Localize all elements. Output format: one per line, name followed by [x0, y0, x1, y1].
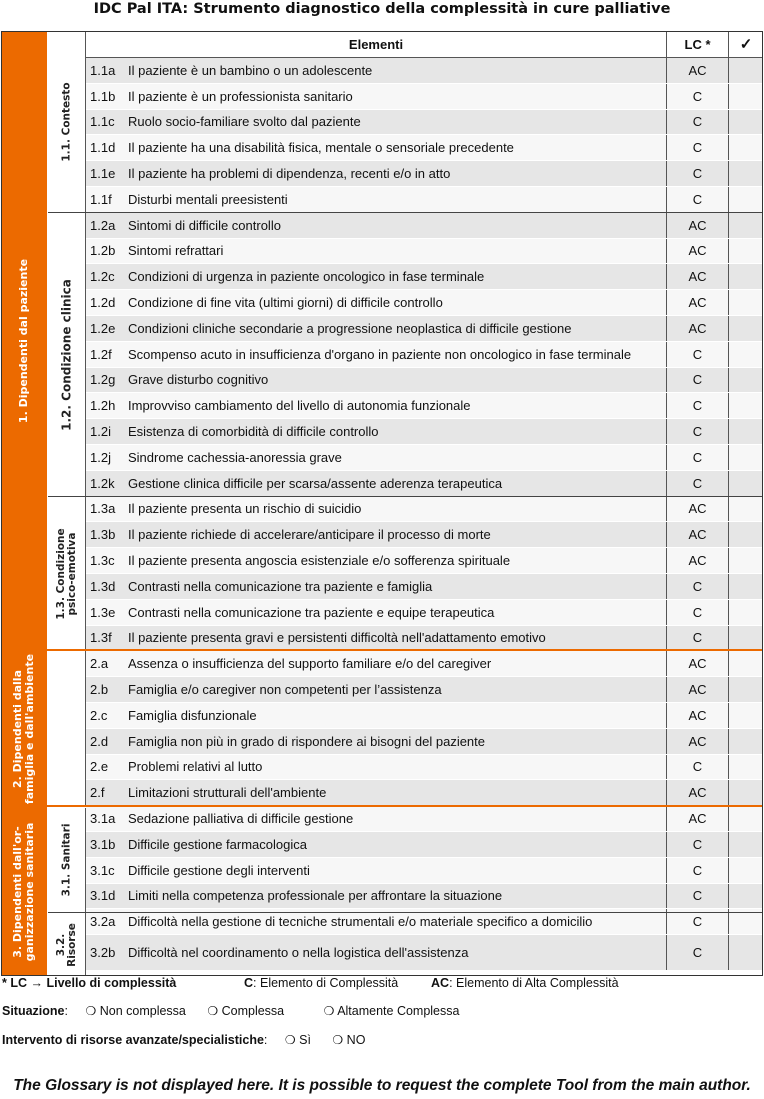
row-checkbox[interactable]	[729, 626, 763, 651]
row-code: 3.2b	[90, 945, 116, 961]
row-checkbox[interactable]	[729, 677, 763, 702]
row-checkbox[interactable]	[729, 522, 763, 547]
table-row	[86, 884, 763, 910]
row-code: 1.3d	[90, 578, 116, 594]
table-row	[86, 626, 763, 652]
row-code: 1.2f	[90, 346, 112, 362]
subsection-3-2-label-line1: 3.2.	[54, 933, 67, 956]
row-lc-value: C	[667, 110, 729, 135]
row-element-text: Grave disturbo cognitivo	[128, 368, 667, 393]
row-element-text: Gestione clinica difficile per scarsa/assente aderenza terapeutica	[128, 471, 667, 496]
row-checkbox[interactable]	[729, 574, 763, 599]
table-row	[86, 755, 763, 781]
subsection-3-1	[48, 808, 86, 912]
separator-1-2	[48, 496, 763, 497]
row-checkbox[interactable]	[729, 806, 763, 831]
row-checkbox[interactable]	[729, 110, 763, 135]
row-element-text: Il paziente è un bambino o un adolescente	[128, 58, 667, 83]
row-element-text: Il paziente ha una disabilità fisica, mentale o sensoriale precedente	[128, 135, 667, 160]
row-checkbox[interactable]	[729, 832, 763, 857]
row-element-text: Il paziente presenta un rischio di suicidio	[128, 497, 667, 522]
subsection-3-1-label: 3.1. Sanitari	[60, 823, 72, 897]
row-lc-value: C	[667, 935, 729, 970]
subsection-1-3-label	[56, 528, 78, 619]
intervention-option-si[interactable]	[285, 1033, 311, 1047]
row-element-text: Difficoltà nel coordinamento o nella logistica dell'assistenza	[128, 935, 667, 970]
intervention-line: Intervento di risorse avanzate/specialistiche: ❍ Sì ❍ NO	[2, 1033, 366, 1047]
row-lc-value: AC	[667, 729, 729, 754]
radio-icon: ❍	[323, 1004, 335, 1018]
situation-label: Situazione	[2, 1004, 65, 1018]
legend-ac	[431, 976, 619, 990]
table-row	[86, 84, 763, 110]
row-code: 1.1d	[90, 140, 116, 156]
subsection-1-3-label-line1: 1.3. Condizione	[54, 528, 67, 620]
row-code: 1.3f	[90, 630, 112, 646]
subsection-1-2	[48, 213, 86, 497]
radio-icon: ❍	[207, 1004, 219, 1018]
row-lc-value: AC	[667, 213, 729, 238]
row-code: 1.1e	[90, 166, 116, 182]
row-element-text: Il paziente presenta gravi e persistenti difficoltà nell'adattamento emotivo	[128, 626, 667, 651]
section-1-label: 1. Dipendenti dal paziente	[17, 258, 30, 423]
table-row	[86, 264, 763, 290]
row-lc-value: C	[667, 419, 729, 444]
row-code: 1.2j	[90, 449, 111, 465]
row-checkbox[interactable]	[729, 780, 763, 805]
row-checkbox[interactable]	[729, 264, 763, 289]
row-checkbox[interactable]	[729, 445, 763, 470]
table-row	[86, 393, 763, 419]
complexity-table	[1, 31, 763, 976]
row-checkbox[interactable]	[729, 858, 763, 883]
row-code: 3.1a	[90, 811, 116, 827]
legend-ac-key: AC	[431, 976, 450, 990]
legend-c-key: C	[244, 976, 254, 990]
row-lc-value: C	[667, 755, 729, 780]
legend-lc-key: * LC	[2, 976, 27, 990]
table-row	[86, 780, 763, 806]
row-lc-value: C	[667, 884, 729, 909]
row-code: 2.f	[90, 785, 105, 801]
situation-option-label: Altamente Complessa	[337, 1004, 460, 1018]
row-lc-value: AC	[667, 239, 729, 264]
row-element-text: Condizioni cliniche secondarie a progressione neoplastica di difficile gestione	[128, 316, 667, 341]
row-lc-value: AC	[667, 497, 729, 522]
row-lc-value: C	[667, 626, 729, 651]
row-checkbox[interactable]	[729, 471, 763, 496]
row-lc-value: C	[667, 832, 729, 857]
row-code: 1.1b	[90, 88, 116, 104]
table-row	[86, 806, 763, 832]
row-lc-value: AC	[667, 316, 729, 341]
row-element-text: Sedazione palliativa di difficile gestione	[128, 806, 667, 831]
row-code: 1.2k	[90, 475, 115, 491]
section-3-label	[12, 822, 36, 961]
radio-icon: ❍	[284, 1033, 296, 1047]
row-code: 1.3e	[90, 604, 116, 620]
row-lc-value: C	[667, 909, 729, 934]
row-code: 1.2e	[90, 320, 116, 336]
row-code: 1.2b	[90, 243, 116, 259]
row-element-text: Il paziente richiede di accelerare/anticipare il processo di morte	[128, 522, 667, 547]
table-row	[86, 651, 763, 677]
row-element-text: Contrasti nella comunicazione tra paziente e equipe terapeutica	[128, 600, 667, 625]
row-code: 2.e	[90, 759, 109, 775]
separator-1-1	[48, 212, 763, 213]
legend-c-desc: : Elemento di Complessità	[253, 976, 399, 990]
row-checkbox[interactable]	[729, 161, 763, 186]
row-code: 2.b	[90, 682, 109, 698]
section-2-label	[12, 653, 36, 803]
row-lc-value: C	[667, 84, 729, 109]
table-row	[86, 58, 763, 84]
section-1	[1, 31, 48, 650]
row-lc-value: C	[667, 393, 729, 418]
row-code: 3.1c	[90, 862, 115, 878]
row-element-text: Famiglia non più in grado di rispondere ai bisogni del paziente	[128, 729, 667, 754]
separator-3-1	[48, 912, 763, 913]
row-lc-value: AC	[667, 651, 729, 676]
table-row	[86, 909, 763, 935]
table-row	[86, 110, 763, 136]
row-code: 1.2c	[90, 269, 115, 285]
row-lc-value: AC	[667, 290, 729, 315]
subsection-2-empty	[48, 651, 86, 807]
row-checkbox[interactable]	[729, 651, 763, 676]
row-lc-value: AC	[667, 806, 729, 831]
legend-ac-desc: : Elemento di Alta Complessità	[449, 976, 619, 990]
table-row	[86, 703, 763, 729]
section-3	[1, 807, 48, 976]
row-code: 1.2a	[90, 217, 116, 233]
legend-lc	[2, 976, 176, 990]
row-element-text: Famiglia e/o caregiver non competenti per l’assistenza	[128, 677, 667, 702]
row-lc-value: C	[667, 161, 729, 186]
row-lc-value: C	[667, 471, 729, 496]
row-element-text: Difficoltà nella gestione di tecniche strumentali e/o materiale specifico a domicilio	[128, 909, 667, 934]
row-element-text: Problemi relativi al lutto	[128, 755, 667, 780]
separator-section-2	[1, 805, 763, 807]
row-element-text: Difficile gestione farmacologica	[128, 832, 667, 857]
row-code: 1.3b	[90, 527, 116, 543]
row-element-text: Improvviso cambiamento del livello di autonomia funzionale	[128, 393, 667, 418]
row-checkbox[interactable]	[729, 600, 763, 625]
row-lc-value: AC	[667, 677, 729, 702]
radio-icon: ❍	[85, 1004, 97, 1018]
row-checkbox[interactable]	[729, 755, 763, 780]
table-row	[86, 677, 763, 703]
table-row	[86, 832, 763, 858]
situation-option-complessa[interactable]	[207, 1004, 284, 1018]
row-code: 1.3c	[90, 553, 115, 569]
row-checkbox[interactable]	[729, 58, 763, 83]
table-row	[86, 548, 763, 574]
row-element-text: Il paziente presenta angoscia esistenziale e/o sofferenza spirituale	[128, 548, 667, 573]
subsection-1-1-label: 1.1. Contesto	[60, 81, 72, 162]
table-row	[86, 935, 763, 971]
row-code: 2.a	[90, 656, 109, 672]
situation-option-label: Non complessa	[99, 1004, 186, 1018]
row-element-text: Ruolo socio-familiare svolto dal paziente	[128, 110, 667, 135]
row-checkbox[interactable]	[729, 187, 763, 212]
table-row	[86, 368, 763, 394]
row-lc-value: AC	[667, 264, 729, 289]
row-code: 1.2i	[90, 424, 111, 440]
subsection-3-2	[48, 913, 86, 976]
table-row	[86, 187, 763, 213]
row-checkbox[interactable]	[729, 368, 763, 393]
row-code: 1.2h	[90, 398, 116, 414]
table-row	[86, 574, 763, 600]
row-code: 3.1d	[90, 888, 116, 904]
row-checkbox[interactable]	[729, 703, 763, 728]
row-checkbox[interactable]	[729, 342, 763, 367]
row-element-text: Famiglia disfunzionale	[128, 703, 667, 728]
header-lc: LC *	[667, 31, 729, 58]
row-checkbox[interactable]	[729, 239, 763, 264]
row-element-text: Disturbi mentali preesistenti	[128, 187, 667, 212]
row-element-text: Sintomi refrattari	[128, 239, 667, 264]
row-lc-value: C	[667, 187, 729, 212]
row-code: 1.3a	[90, 501, 116, 517]
row-lc-value: C	[667, 600, 729, 625]
row-lc-value: C	[667, 342, 729, 367]
row-element-text: Contrasti nella comunicazione tra paziente e famiglia	[128, 574, 667, 599]
row-checkbox[interactable]	[729, 909, 763, 934]
intervention-label: Intervento di risorse avanzate/specialistiche	[2, 1033, 264, 1047]
row-element-text: Condizione di fine vita (ultimi giorni) di difficile controllo	[128, 290, 667, 315]
subsection-1-2-label: 1.2. Condizione clinica	[59, 279, 73, 431]
row-lc-value: C	[667, 135, 729, 160]
table-row	[86, 600, 763, 626]
row-code: 1.1c	[90, 114, 115, 130]
situation-line: Situazione: ❍ Non complessa ❍ Complessa ❍ Altamente Complessa	[2, 1004, 460, 1018]
situation-option-non-complessa[interactable]	[85, 1004, 185, 1018]
row-checkbox[interactable]	[729, 316, 763, 341]
table-row	[86, 239, 763, 265]
row-checkbox[interactable]	[729, 213, 763, 238]
row-checkbox[interactable]	[729, 729, 763, 754]
row-code: 1.1f	[90, 191, 112, 207]
row-element-text: Il paziente è un professionista sanitario	[128, 84, 667, 109]
section-3-label-line1: 3. Dipendenti dall'or-	[11, 825, 24, 958]
row-checkbox[interactable]	[729, 393, 763, 418]
situation-option-label: Complessa	[221, 1004, 285, 1018]
row-lc-value: AC	[667, 522, 729, 547]
subsection-3-2-label	[56, 923, 78, 967]
table-row	[86, 290, 763, 316]
row-checkbox[interactable]	[729, 135, 763, 160]
table-row	[86, 316, 763, 342]
row-lc-value: C	[667, 574, 729, 599]
row-lc-value: AC	[667, 780, 729, 805]
row-checkbox[interactable]	[729, 290, 763, 315]
section-2	[1, 651, 48, 806]
section-3-label-line2: ganizzazione sanitaria	[23, 822, 36, 961]
row-lc-value: C	[667, 858, 729, 883]
intervention-option-label: NO	[346, 1033, 366, 1047]
row-lc-value: AC	[667, 58, 729, 83]
row-element-text: Sintomi di difficile controllo	[128, 213, 667, 238]
row-checkbox[interactable]	[729, 84, 763, 109]
table-row	[86, 161, 763, 187]
page-title: IDC Pal ITA: Strumento diagnostico della complessità in cure palliative	[93, 1, 671, 17]
row-checkbox[interactable]	[729, 935, 763, 970]
row-element-text: Assenza o insufficienza del supporto familiare e/o del caregiver	[128, 651, 667, 676]
row-checkbox[interactable]	[729, 884, 763, 909]
row-element-text: Limitazioni strutturali dell'ambiente	[128, 780, 667, 805]
footer-note: The Glossary is not displayed here. It is possible to request the complete Tool from the main author.	[13, 1077, 751, 1094]
row-code: 2.c	[90, 707, 108, 723]
subsection-3-2-label-line2: Risorse	[65, 922, 78, 967]
row-code: 1.2d	[90, 295, 116, 311]
row-code: 1.1a	[90, 62, 116, 78]
separator-section-1	[1, 649, 763, 651]
header-elements: Elementi	[86, 31, 667, 58]
row-code: 3.1b	[90, 836, 116, 852]
row-checkbox[interactable]	[729, 419, 763, 444]
row-code: 3.2a	[90, 914, 116, 930]
section-2-label-line2: famiglia e dall'ambiente	[23, 653, 36, 804]
legend-c	[244, 976, 398, 990]
table-row	[86, 729, 763, 755]
subsection-1-3	[48, 497, 86, 651]
row-lc-value: AC	[667, 548, 729, 573]
table-row	[86, 419, 763, 445]
intervention-option-no[interactable]	[332, 1033, 365, 1047]
table-row	[86, 213, 763, 239]
table-row	[86, 522, 763, 548]
row-lc-value: AC	[667, 703, 729, 728]
row-element-text: Difficile gestione degli interventi	[128, 858, 667, 883]
subsection-1-1	[48, 31, 86, 212]
table-row	[86, 342, 763, 368]
row-checkbox[interactable]	[729, 497, 763, 522]
row-code: 2.d	[90, 733, 109, 749]
table-row	[86, 135, 763, 161]
arrow-right-icon: →	[30, 976, 43, 990]
table-row	[86, 497, 763, 523]
row-element-text: Sindrome cachessia-anoressia grave	[128, 445, 667, 470]
table-row	[86, 858, 763, 884]
legend-lc-desc: Livello di complessità	[46, 976, 177, 990]
situation-option-altamente-complessa[interactable]	[324, 1004, 460, 1018]
intervention-option-label: Sì	[299, 1033, 311, 1047]
radio-icon: ❍	[332, 1033, 344, 1047]
row-element-text: Esistenza di comorbidità di difficile controllo	[128, 419, 667, 444]
table-row	[86, 445, 763, 471]
row-lc-value: C	[667, 368, 729, 393]
row-lc-value: C	[667, 445, 729, 470]
subsection-1-3-label-line2: psico-emotiva	[65, 532, 78, 616]
section-2-label-line1: 2. Dipendenti dalla	[11, 669, 24, 788]
header-check: ✓	[729, 31, 763, 58]
row-checkbox[interactable]	[729, 548, 763, 573]
row-element-text: Il paziente ha problemi di dipendenza, recenti e/o in atto	[128, 161, 667, 186]
row-element-text: Limiti nella competenza professionale per affrontare la situazione	[128, 884, 667, 909]
row-element-text: Condizioni di urgenza in paziente oncologico in fase terminale	[128, 264, 667, 289]
row-code: 1.2g	[90, 372, 116, 388]
row-element-text: Scompenso acuto in insufficienza d'organo in paziente non oncologico in fase terminale	[128, 342, 667, 367]
table-row	[86, 471, 763, 497]
